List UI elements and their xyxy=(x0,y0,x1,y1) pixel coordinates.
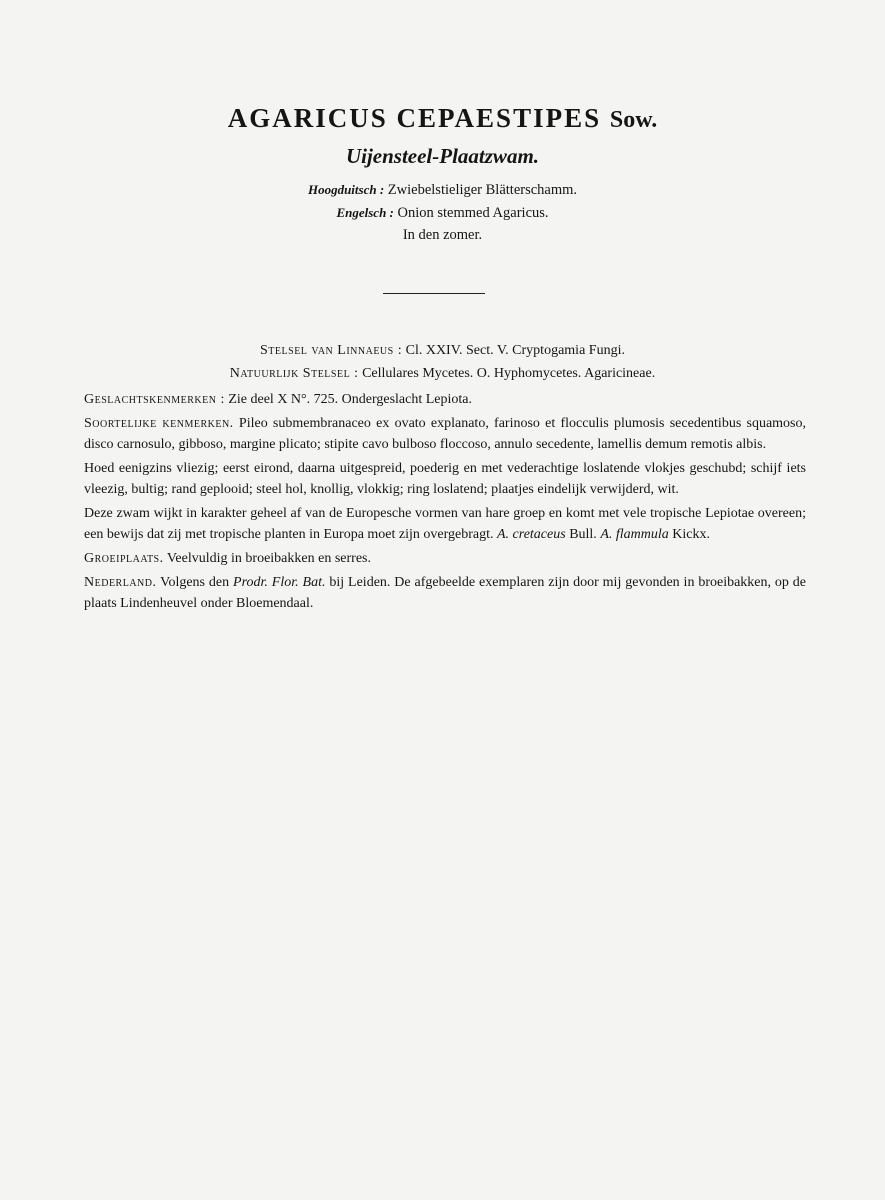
english-name-row xyxy=(0,201,885,224)
species-title xyxy=(0,103,885,134)
german-name-row xyxy=(0,178,885,201)
genus-label: Geslachtskenmerken : xyxy=(84,392,225,407)
habitat-value: Veelvuldig in broeibakken en serres. xyxy=(166,551,371,566)
habitat-paragraph xyxy=(84,548,806,569)
linnaeus-value: Cl. XXIV. Sect. V. Cryptogamia Fungi. xyxy=(405,343,625,358)
natural-value: Cellulares Mycetes. O. Hyphomycetes. Agaricineae. xyxy=(362,366,656,381)
species-characters-latin xyxy=(84,413,806,455)
linnaeus-label: Stelsel van Linnaeus : xyxy=(260,343,403,358)
netherlands-label: Nederland. xyxy=(84,575,157,590)
german-label: Hoogduitsch : xyxy=(307,182,385,197)
season: In den zomer. xyxy=(402,227,483,243)
german-name: Zwiebelstieliger Blätterschamm. xyxy=(387,182,578,198)
dutch-description: Hoed eenigzins vliezig; eerst eirond, daarna uitgespreid, poederig en met vederachtige loslatende vlokjes geschubd; schijf iets vleezig, bultig; rand geplooid; steel hol, knollig, vlokkig; ring loslatend; plaatjes eindelijk verwijderd, wit. xyxy=(84,461,806,497)
genus-characters xyxy=(84,389,806,410)
species-author: Sow. xyxy=(609,107,658,133)
netherlands-post: bij Leiden. De afgebeelde exemplaren zijn door mij gevonden in broeibakken, op de plaats Lindenheuvel onder Bloemendaal. xyxy=(84,575,807,611)
english-label: Engelsch : xyxy=(336,205,394,220)
synonym-2-author: Kickx. xyxy=(672,527,710,542)
latin-description: Pileo submembranaceo ex ovato explanato, farinoso et flocculis plumosis secedentibus squamoso, disco carnosulo, gibboso, margine plicato; stipite cavo bulboso floccoso, annulo secedente, lamellis demum remotis albis. xyxy=(84,416,806,452)
netherlands-pre: Volgens den xyxy=(160,575,230,590)
netherlands-paragraph xyxy=(84,572,806,614)
remark-text: Deze zwam wijkt in karakter geheel af van de Europesche vormen van hare groep en komt met vele tropische Lepiotae overeen; een bewijs dat zij met tropische planten in Europa moet zijn overgebragt. xyxy=(84,506,806,542)
species-name: AGARICUS CEPAESTIPES xyxy=(227,103,602,133)
species-characters-label: Soortelijke kenmerken. xyxy=(84,416,234,431)
common-names xyxy=(0,178,885,247)
description-body xyxy=(84,389,806,617)
linnaeus-system xyxy=(0,343,885,359)
netherlands-reference: Prodr. Flor. Bat. xyxy=(233,575,326,590)
remark-paragraph xyxy=(84,503,806,545)
habitat-label: Groeiplaats. xyxy=(84,551,164,566)
dutch-name: Uijensteel-Plaatzwam. xyxy=(345,144,540,168)
synonym-2-name: A. flammula xyxy=(600,527,669,542)
natural-label: Natuurlijk Stelsel : xyxy=(229,366,359,381)
synonym-1-author: Bull. xyxy=(569,527,597,542)
synonym-1-name: A. cretaceus xyxy=(497,527,566,542)
divider-rule xyxy=(383,293,485,294)
natural-system xyxy=(0,366,885,382)
english-name: Onion stemmed Agaricus. xyxy=(397,205,549,221)
genus-value: Zie deel X N°. 725. Ondergeslacht Lepiota. xyxy=(228,392,472,407)
